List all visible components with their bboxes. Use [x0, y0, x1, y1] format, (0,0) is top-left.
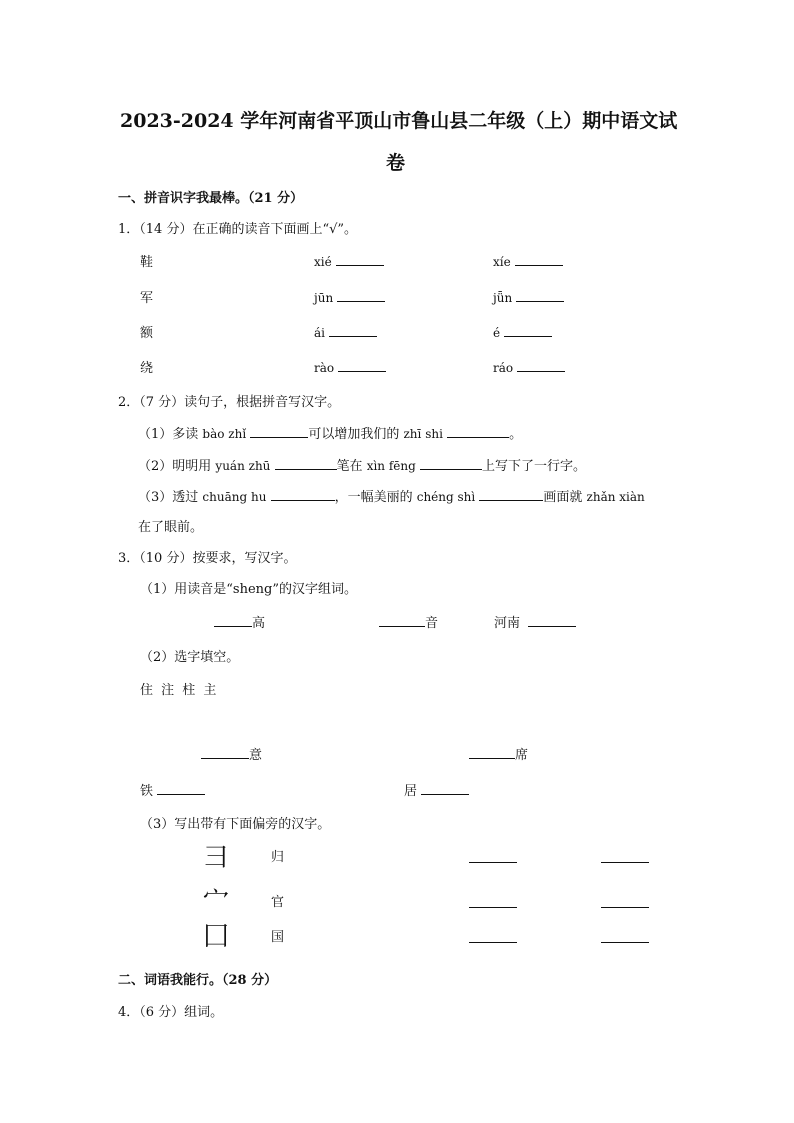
answer-blank-row — [469, 928, 517, 947]
answer-blank[interactable] — [336, 253, 384, 266]
answer-blank[interactable] — [469, 746, 515, 759]
q1-char: 绕 — [140, 361, 154, 376]
q1-option: ráo — [493, 359, 565, 375]
radical-icon: 彐 — [203, 843, 230, 873]
answer-blank[interactable] — [420, 457, 482, 470]
answer-blank[interactable] — [517, 359, 565, 372]
answer-blank-row — [601, 893, 649, 912]
answer-blank-row — [469, 848, 517, 867]
answer-blank[interactable] — [601, 930, 649, 943]
q1-option: jǖn — [493, 289, 564, 305]
q3-choices: 住 注 柱 主 — [140, 683, 219, 698]
q3-part-2: （2）选字填空。 — [140, 650, 240, 665]
answer-blank[interactable] — [447, 425, 509, 438]
section-heading-2: 二、词语我能行。（28 分） — [118, 973, 278, 988]
q1-option: xié — [314, 253, 384, 269]
question-4-stem: 4．（6 分）组词。 — [118, 1005, 224, 1020]
q3-word-fill: 河南 — [494, 612, 576, 631]
answer-blank[interactable] — [469, 850, 517, 863]
answer-blank-row — [601, 848, 649, 867]
q1-option: jūn — [314, 289, 385, 305]
answer-blank-row — [601, 928, 649, 947]
q1-char: 军 — [140, 291, 154, 306]
q2-sentence-1: （1）多读 bào zhǐ 可以增加我们的 zhī shi 。 — [138, 427, 523, 442]
page-title-line1: 2023-2024 学年河南省平顶山市鲁山县二年级（上）期中语文试 — [120, 110, 678, 132]
answer-blank[interactable] — [504, 324, 552, 337]
q3-part-3: （3）写出带有下面偏旁的汉字。 — [140, 817, 331, 832]
answer-blank[interactable] — [250, 425, 308, 438]
q3-fill: 居 — [404, 780, 469, 799]
q2-sentence-3: （3）透过 chuāng hu ，一幅美丽的 chéng shì 画面就 zhǎn xiàn — [138, 490, 645, 505]
answer-blank-row — [469, 893, 517, 912]
q3-part-1: （1）用读音是“sheng”的汉字组词。 — [140, 582, 357, 597]
answer-blank[interactable] — [337, 289, 385, 302]
q3-word-fill: 音 — [379, 612, 438, 631]
answer-blank[interactable] — [601, 850, 649, 863]
answer-blank[interactable] — [516, 289, 564, 302]
question-3-stem: 3．（10 分）按要求，写汉字。 — [118, 551, 297, 566]
section-heading-1: 一、拼音识字我最棒。（21 分） — [118, 191, 304, 206]
question-2-stem: 2．（7 分）读句子，根据拼音写汉字。 — [118, 395, 341, 410]
q1-option: ái — [314, 324, 377, 340]
answer-blank[interactable] — [338, 359, 386, 372]
q2-sentence-3-cont: 在了眼前。 — [138, 520, 204, 535]
answer-blank[interactable] — [271, 488, 335, 501]
answer-blank[interactable] — [379, 614, 425, 627]
radical-example: 国 — [271, 930, 285, 945]
answer-blank[interactable] — [421, 782, 469, 795]
answer-blank[interactable] — [214, 614, 252, 627]
q1-option: é — [493, 324, 552, 340]
page-title-line2: 卷 — [386, 152, 406, 174]
answer-blank[interactable] — [515, 253, 563, 266]
radical-example: 官 — [271, 895, 285, 910]
answer-blank[interactable] — [479, 488, 543, 501]
radical-icon: 宀 — [203, 886, 230, 916]
answer-blank[interactable] — [601, 895, 649, 908]
q3-fill: 铁 — [140, 780, 205, 799]
answer-blank[interactable] — [157, 782, 205, 795]
answer-blank[interactable] — [201, 746, 249, 759]
q1-option: xíe — [493, 253, 563, 269]
question-1-stem: 1．（14 分）在正确的读音下面画上“√”。 — [118, 222, 358, 237]
answer-blank[interactable] — [275, 457, 337, 470]
q2-sentence-2: （2）明明用 yuán zhū 笔在 xìn fēng 上写下了一行字。 — [138, 459, 586, 474]
radical-icon: 囗 — [203, 922, 230, 952]
q3-word-fill: 高 — [214, 612, 265, 631]
q3-fill: 席 — [469, 744, 528, 763]
q3-fill: 意 — [201, 744, 262, 763]
q1-char: 鞋 — [140, 255, 154, 270]
answer-blank[interactable] — [329, 324, 377, 337]
q1-option: rào — [314, 359, 386, 375]
radical-example: 归 — [271, 850, 285, 865]
q1-char: 额 — [140, 326, 154, 341]
answer-blank[interactable] — [469, 930, 517, 943]
answer-blank[interactable] — [469, 895, 517, 908]
answer-blank[interactable] — [528, 614, 576, 627]
